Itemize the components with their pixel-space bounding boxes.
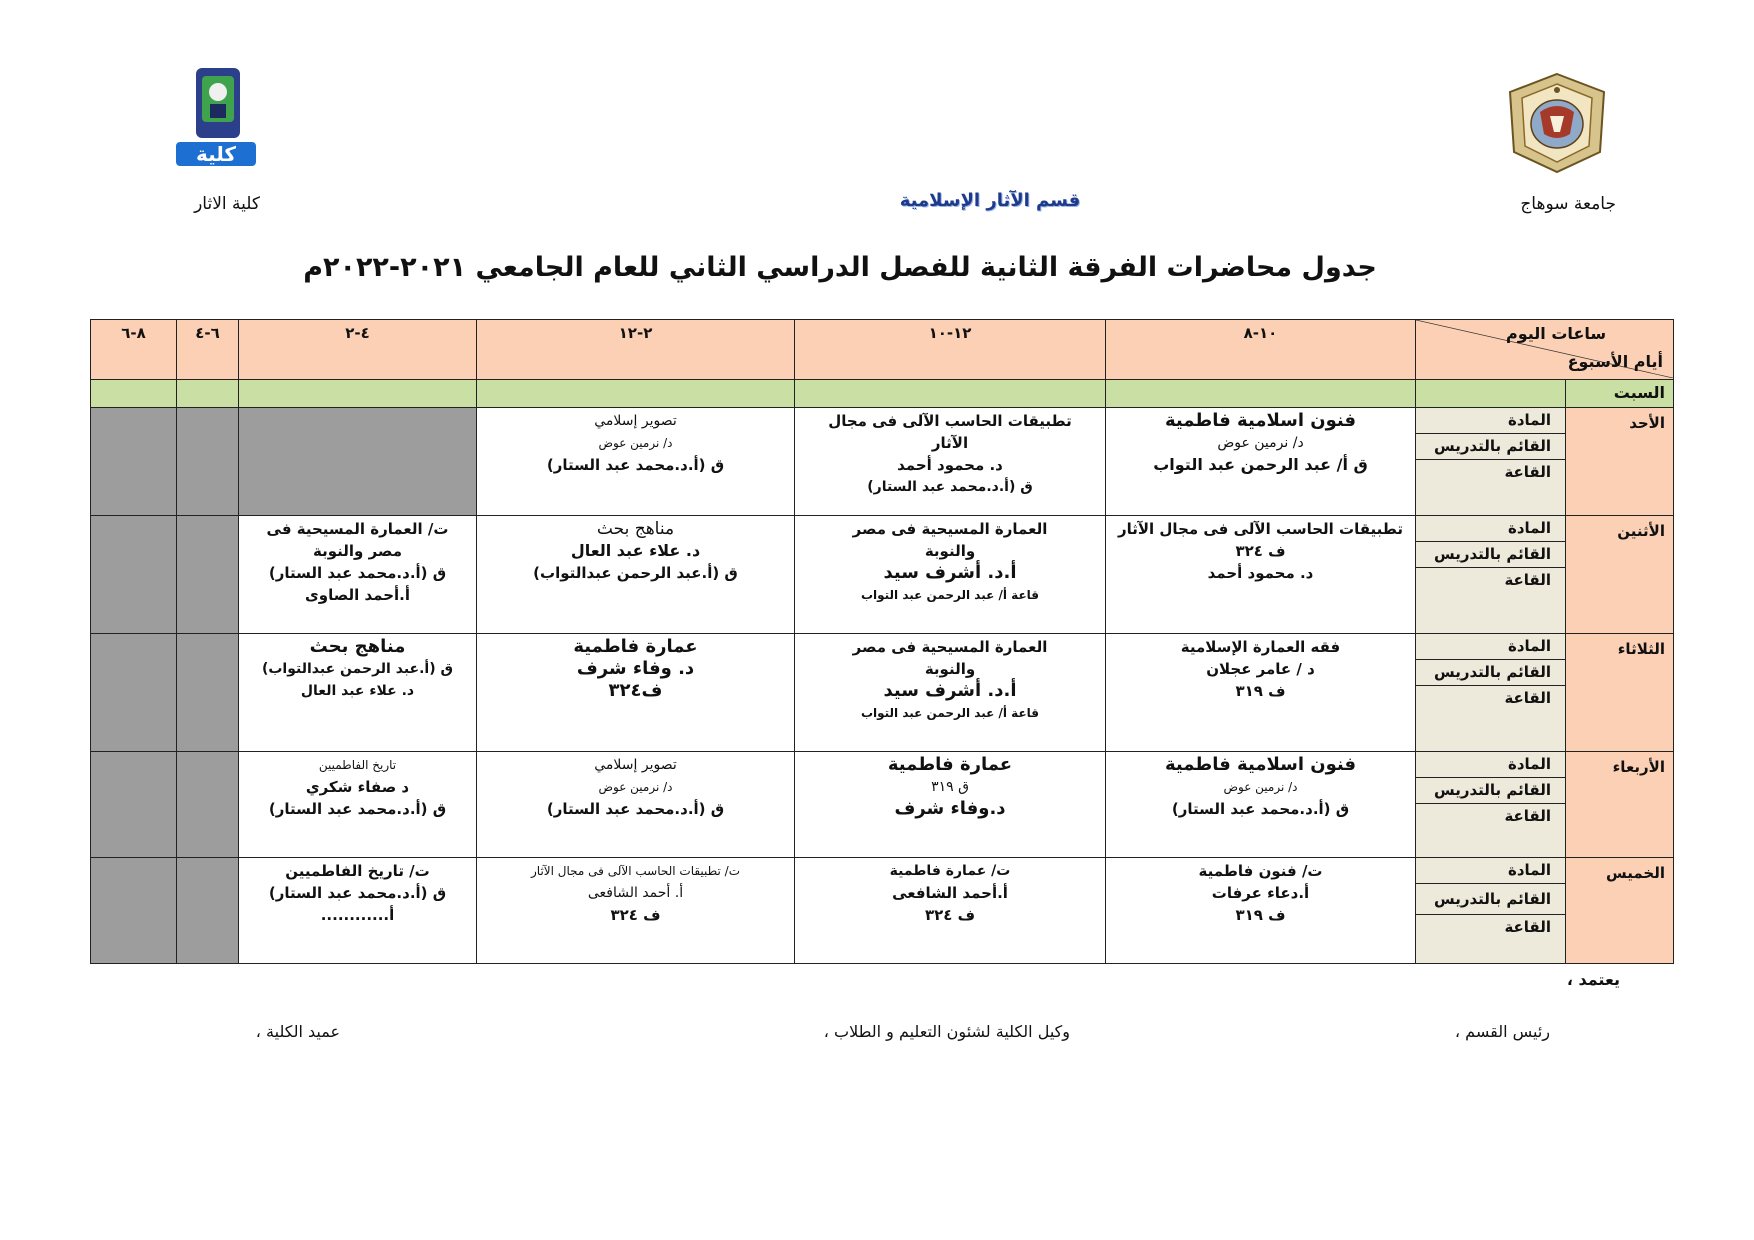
tuesday-labels [1416, 634, 1566, 752]
lecturer: د. علاء عبد العال [300, 683, 415, 699]
saturday-6-8 [91, 380, 177, 408]
subject: تصوير إسلامي [594, 757, 677, 773]
monday-4-6 [177, 516, 239, 634]
thursday-10-12 [795, 858, 1106, 964]
wednesday-4-6 [177, 752, 239, 858]
subject: تصوير إسلامي [594, 413, 677, 429]
subject: تطبيقات الحاسب الآلى فى مجال الآثار [1117, 520, 1404, 538]
lecturer: د. وفاء شرف [576, 658, 695, 679]
lecturer: د/ نرمين عوض [598, 436, 673, 450]
monday-labels [1416, 516, 1566, 634]
lecturer: أ.د. أشرف سيد [883, 562, 1017, 583]
room: ف٣٢٤ [608, 680, 663, 701]
page-title: جدول محاضرات الفرقة الثانية للفصل الدراسي الثاني للعام الجامعي ٢٠٢١-٢٠٢٢م [303, 252, 1377, 283]
room: قاعة أ/ عبد الرحمن عبد التواب [860, 706, 1040, 720]
subject: عمارة فاطمية [573, 636, 698, 657]
saturday-8-10 [1106, 380, 1416, 408]
department-head-label: رئيس القسم ، [1454, 1022, 1550, 1041]
lecturer: د/ نرمين عوض [1223, 780, 1298, 794]
schedule-table [90, 319, 1674, 964]
room: قاعة أ/ عبد الرحمن عبد التواب [860, 588, 1040, 602]
tuesday-10-12 [795, 634, 1106, 752]
lecturer: د. علاء عبد العال [570, 541, 701, 560]
subject: العمارة المسيحية فى مصر [852, 520, 1048, 538]
sunday-8-10 [1106, 408, 1416, 516]
label-subject: المادة [1416, 408, 1565, 434]
subject: فنون اسلامية فاطمية [1164, 754, 1357, 775]
subject: مناهج بحث [309, 636, 406, 657]
day-wednesday: الأربعاء [1566, 752, 1674, 858]
thursday-4-6 [177, 858, 239, 964]
tuesday-row [91, 634, 1674, 752]
subject: ت/ تطبيقات الحاسب الآلى فى مجال الآثار [531, 864, 740, 878]
day-tuesday: الثلاثاء [1566, 634, 1674, 752]
subject: تطبيقات الحاسب الآلى فى مجال [828, 412, 1072, 430]
room: ق (أ.د.محمد عبد الستار) [268, 884, 447, 902]
slot-10-12: ١٢-١٠ [795, 320, 1106, 380]
saturday-12-2 [477, 380, 795, 408]
label-room: القاعة [1504, 689, 1551, 707]
corner-days-label: أيام الأسبوع [1567, 352, 1663, 371]
lecturer: د/ نرمين عوض [598, 780, 673, 794]
department-name: قسم الآثار الإسلامية [899, 190, 1081, 211]
wednesday-8-10 [1106, 752, 1416, 858]
approve-label: يعتمد ، [1566, 970, 1620, 989]
room: ق (أ.عبد الرحمن عبدالتواب) [533, 564, 738, 582]
dean-label: عميد الكلية ، [255, 1022, 340, 1041]
subject: ت/ فنون فاطمية [1198, 862, 1323, 880]
sunday-6-8 [91, 408, 177, 516]
corner-hours-label: ساعات اليوم [1506, 324, 1607, 343]
header-row [91, 320, 1674, 380]
label-room: القاعة [1504, 571, 1551, 589]
sunday-row [91, 408, 1674, 516]
label-lecturer: القائم بالتدريس [1416, 778, 1565, 804]
label-lecturer: القائم بالتدريس [1416, 884, 1565, 915]
thursday-12-2 [477, 858, 795, 964]
tuesday-12-2 [477, 634, 795, 752]
label-subject: المادة [1416, 752, 1565, 778]
sohag-university-logo [1504, 72, 1610, 174]
wednesday-12-2 [477, 752, 795, 858]
lecturer: أ.دعاء عرفات [1211, 884, 1310, 902]
thursday-6-8 [91, 858, 177, 964]
label-subject: المادة [1416, 516, 1565, 542]
monday-8-10 [1106, 516, 1416, 634]
monday-row [91, 516, 1674, 634]
lecturer: أ.أحمد الشافعى [892, 884, 1008, 902]
room: ف ٣٢٤ [924, 906, 976, 924]
subject: ت/ العمارة المسيحية فى [266, 520, 449, 538]
slot-8-10: ١٠-٨ [1106, 320, 1416, 380]
thursday-labels [1416, 858, 1566, 964]
room: ق ٣١٩ [931, 779, 969, 795]
label-subject: المادة [1416, 858, 1565, 884]
slot-2-4: ٤-٢ [239, 320, 477, 380]
sunday-labels [1416, 408, 1566, 516]
day-saturday: السبت [1566, 380, 1674, 408]
sunday-10-12 [795, 408, 1106, 516]
label-lecturer: القائم بالتدريس [1416, 660, 1565, 686]
slot-4-6: ٦-٤ [177, 320, 239, 380]
monday-6-8 [91, 516, 177, 634]
faculty-archaeology-logo [170, 62, 260, 174]
subject: ت/ عمارة فاطمية [889, 863, 1011, 879]
label-room: القاعة [1504, 918, 1551, 936]
wednesday-2-4 [239, 752, 477, 858]
sunday-12-2 [477, 408, 795, 516]
wednesday-labels [1416, 752, 1566, 858]
corner-cell [1416, 320, 1674, 380]
label-lecturer: القائم بالتدريس [1416, 542, 1565, 568]
room: ق (أ.د.محمد عبد الستار) [546, 800, 725, 818]
subject: فقه العمارة الإسلامية [1180, 638, 1341, 656]
tuesday-8-10 [1106, 634, 1416, 752]
subject: فنون اسلامية فاطمية [1164, 410, 1357, 431]
room: ق (أ.د.محمد عبد الستار) [268, 564, 447, 582]
lecturer: د صفاء شكري [305, 778, 410, 796]
room: ق (أ.د.محمد عبد الستار) [1171, 800, 1350, 818]
room: ق (أ.د.محمد عبد الستار) [268, 800, 447, 818]
thursday-2-4 [239, 858, 477, 964]
room: ف ٣٢٤ [1235, 542, 1286, 560]
tuesday-4-6 [177, 634, 239, 752]
vice-dean-label: وكيل الكلية لشئون التعليم و الطلاب ، [823, 1022, 1070, 1041]
slot-6-8: ٨-٦ [91, 320, 177, 380]
subject-cont: مصر والنوبة [313, 542, 402, 560]
monday-12-2 [477, 516, 795, 634]
day-sunday: الأحد [1566, 408, 1674, 516]
wednesday-row [91, 752, 1674, 858]
subject: ت/ تاريخ الفاطميين [285, 862, 430, 880]
lecturer: د/ نرمين عوض [1217, 435, 1304, 451]
label-subject: المادة [1416, 634, 1565, 660]
wednesday-6-8 [91, 752, 177, 858]
lecturer: د. محمود أحمد [1207, 564, 1314, 582]
subject: العمارة المسيحية فى مصر [852, 638, 1048, 656]
saturday-label-cell [1416, 380, 1566, 408]
day-monday: الأثنين [1566, 516, 1674, 634]
lecturer: أ.أحمد الصاوى [305, 586, 410, 604]
lecturer: أ. أحمد الشافعى [587, 885, 684, 901]
label-room: القاعة [1504, 463, 1551, 481]
room: ف ٣١٩ [1235, 682, 1286, 700]
sunday-2-4 [239, 408, 477, 516]
lecturer: أ............ [320, 906, 395, 924]
lecturer: أ.د. أشرف سيد [883, 680, 1017, 701]
saturday-2-4 [239, 380, 477, 408]
lecturer: د. محمود أحمد [897, 456, 1003, 474]
subject: عمارة فاطمية [887, 754, 1013, 775]
saturday-row [91, 380, 1674, 408]
lecturer: د.وفاء شرف [894, 798, 1006, 819]
room: ق (أ.د.محمد عبد الستار) [867, 479, 1033, 495]
wednesday-10-12 [795, 752, 1106, 858]
thursday-8-10 [1106, 858, 1416, 964]
thursday-row [91, 858, 1674, 964]
room: ق أ/ عبد الرحمن عبد التواب [1153, 455, 1368, 474]
label-lecturer: القائم بالتدريس [1416, 434, 1565, 460]
lecturer: د / عامر عجلان [1206, 660, 1315, 678]
label-room: القاعة [1504, 807, 1551, 825]
subject: تاريخ الفاطميين [318, 758, 397, 772]
subject-cont: والنوبة [924, 542, 976, 560]
room: ق (أ.عبد الرحمن عبدالتواب) [261, 661, 454, 677]
faculty-name: كلية الاثار [194, 194, 260, 214]
subject: مناهج بحث [596, 519, 675, 539]
subject-cont: الآثار [931, 434, 969, 452]
slot-12-2: ٢-١٢ [477, 320, 795, 380]
room: ف ٣٢٤ [610, 906, 661, 924]
sunday-4-6 [177, 408, 239, 516]
saturday-10-12 [795, 380, 1106, 408]
tuesday-2-4 [239, 634, 477, 752]
tuesday-6-8 [91, 634, 177, 752]
university-name: جامعة سوهاج [1520, 194, 1616, 214]
subject-cont: والنوبة [924, 660, 976, 678]
room: ق (أ.د.محمد عبد الستار) [546, 456, 725, 474]
monday-10-12 [795, 516, 1106, 634]
monday-2-4 [239, 516, 477, 634]
logo-text: كلية [195, 142, 237, 166]
day-thursday: الخميس [1566, 858, 1674, 964]
saturday-4-6 [177, 380, 239, 408]
room: ف ٣١٩ [1235, 906, 1286, 924]
